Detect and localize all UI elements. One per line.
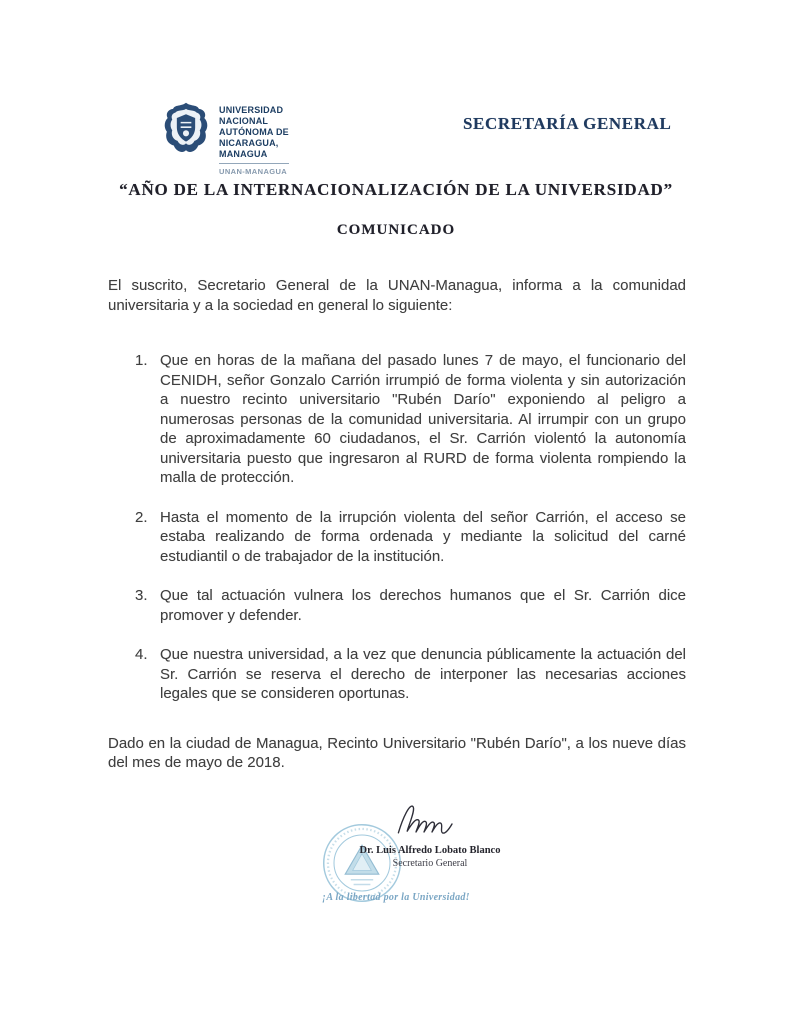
item-number: 4. bbox=[135, 646, 148, 663]
list-item bbox=[135, 586, 686, 625]
logo-subtitle: UNAN-MANAGUA bbox=[219, 163, 289, 177]
unan-logo bbox=[163, 102, 289, 177]
intro-paragraph: El suscrito, Secretario General de la UNAN-Managua, informa a la comunidad universitaria y a la sociedad en general lo siguiente: bbox=[108, 277, 686, 314]
logo-line: UNIVERSIDAD bbox=[219, 105, 284, 115]
document-body bbox=[108, 276, 686, 788]
document-type-title: COMUNICADO bbox=[336, 222, 456, 238]
list-item bbox=[135, 508, 686, 567]
item-number: 1. bbox=[135, 352, 148, 369]
signatory-name: Dr. Luis Alfredo Lobato Blanco bbox=[359, 845, 501, 856]
university-shield-icon bbox=[163, 102, 209, 165]
item-text: Que en horas de la mañana del pasado lunes 7 de mayo, el funcionario del CENIDH, señor Gonzalo Carrión irrumpió de forma violenta y sin autorización a nuestro recinto universitario "Rubén Darío" exponiendo al peligro a numerosas personas de la comunidad universitaria. Al irrumpir con un grupo de aproximadamente 60 ciudadanos, el Sr. Carrión violentó la autonomía universitaria puesto que ingresaron al RURD de forma violenta rompiendo la malla de protección. bbox=[160, 352, 686, 486]
item-number: 3. bbox=[135, 587, 148, 604]
list-item bbox=[135, 645, 686, 704]
logo-line: NACIONAL bbox=[219, 116, 269, 126]
office-heading: SECRETARÍA GENERAL bbox=[463, 114, 672, 133]
item-text: Que nuestra universidad, a la vez que denuncia públicamente la actuación del Sr. Carrión se reserva el derecho de interponer las necesarias acciones legales que se consideren oportunas. bbox=[160, 646, 686, 702]
signatory-title: Secretario General bbox=[392, 858, 468, 869]
year-motto-title: “AÑO DE LA INTERNACIONALIZACIÓN DE LA UNIVERSIDAD” bbox=[119, 180, 673, 199]
item-number: 2. bbox=[135, 508, 148, 526]
signature-scribble bbox=[392, 797, 456, 848]
list-item bbox=[135, 351, 686, 488]
university-motto: ¡A la libertad por la Universidad! bbox=[322, 892, 470, 903]
logo-line: MANAGUA bbox=[219, 149, 268, 159]
logo-line: AUTÓNOMA DE bbox=[219, 127, 289, 137]
logo-line: NICARAGUA, bbox=[219, 138, 279, 148]
numbered-list bbox=[108, 351, 686, 704]
item-text: Que tal actuación vulnera los derechos humanos que el Sr. Carrión dice promover y defender. bbox=[160, 587, 686, 624]
logo-text bbox=[219, 102, 289, 177]
item-text: Hasta el momento de la irrupción violenta del señor Carrión, el acceso se estaba realizando de forma ordenada y mediante la solicitud del carné estudiantil o de trabajador de la institución. bbox=[160, 508, 686, 565]
closing-paragraph: Dado en la ciudad de Managua, Recinto Universitario "Rubén Darío", a los nueve días del mes de mayo de 2018. bbox=[108, 734, 686, 771]
